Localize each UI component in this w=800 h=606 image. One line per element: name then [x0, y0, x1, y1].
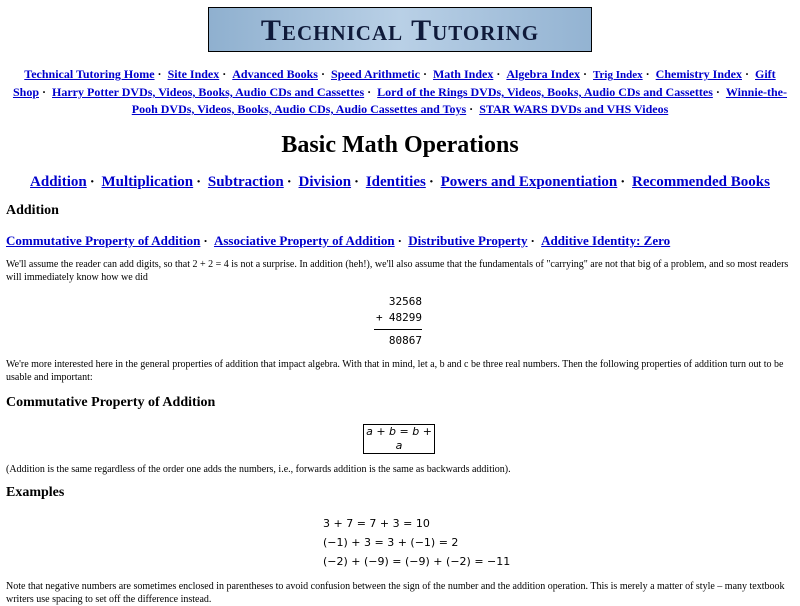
banner-container — [0, 0, 800, 52]
nav-separator: · — [428, 174, 434, 190]
examples-list — [323, 514, 800, 571]
section-link-multiplication[interactable]: Multiplication — [101, 174, 194, 190]
banner-title: Technical Tutoring — [260, 14, 540, 47]
nav-link-algebra-index[interactable]: Algebra Index — [506, 67, 581, 81]
section-link-powers[interactable]: Powers and Exponentiation — [440, 174, 618, 190]
nav-link-winnie-the-pooh[interactable]: Winnie-the-Pooh DVDs, Videos, Books, Audio CDs, Audio Cassettes and Toys — [131, 85, 788, 116]
nav-separator: · — [715, 85, 720, 99]
addition-heading: Addition — [6, 203, 59, 218]
nav-separator: · — [286, 174, 292, 190]
sum-second-number: 48299 — [388, 311, 422, 324]
commutative-note: (Addition is the same regardless of the order one adds the numbers, i.e., forwards addition is the same as backwards addition). — [6, 464, 511, 475]
example-line: 3 + 7 = 7 + 3 = 10 — [323, 517, 430, 530]
sublink-distributive[interactable]: Distributive Property — [408, 233, 528, 248]
page-title: Basic Math Operations — [281, 132, 519, 158]
nav-link-star-wars[interactable]: STAR WARS DVDs and VHS Videos — [479, 102, 669, 116]
nav-link-gift-shop[interactable]: Gift Shop — [12, 67, 776, 99]
nav-separator: · — [745, 67, 750, 81]
nav-separator: · — [583, 67, 588, 81]
commutative-heading: Commutative Property of Addition — [6, 395, 216, 410]
column-addition-example — [376, 294, 422, 349]
nav-link-math-index[interactable]: Math Index — [432, 67, 494, 81]
nav-link-advanced-books[interactable]: Advanced Books — [232, 67, 318, 81]
addition-intro-paragraph: We'll assume the reader can add digits, so that 2 + 2 = 4 is not a surprise. In addition (heh!), we'll also assume that the fundamentals of "carrying" are not that big of a problem, and so most readers will immediately know how we did — [6, 259, 789, 283]
nav-separator: · — [397, 233, 402, 248]
nav-separator: · — [203, 233, 208, 248]
plus-sign: + — [376, 311, 383, 324]
properties-intro-paragraph: We're more interested here in the general properties of addition that impact algebra. With that in mind, let a, b and c be three real numbers. Then the following properties of addition turn out to be usable and important: — [6, 359, 784, 383]
section-link-division[interactable]: Division — [298, 174, 352, 190]
nav-separator: · — [496, 67, 501, 81]
nav-separator: · — [320, 67, 325, 81]
examples-heading: Examples — [6, 485, 65, 500]
nav-separator: · — [469, 102, 474, 116]
nav-separator: · — [42, 85, 47, 99]
nav-separator: · — [530, 233, 535, 248]
nav-separator: · — [620, 174, 626, 190]
sublink-commutative[interactable]: Commutative Property of Addition — [6, 233, 201, 248]
nav-separator: · — [645, 67, 650, 81]
sum-first-number: 32568 — [388, 295, 422, 308]
sum-second-row — [376, 310, 422, 326]
sublink-associative[interactable]: Associative Property of Addition — [213, 233, 395, 248]
nav-separator: · — [89, 174, 95, 190]
example-line: (−2) + (−9) = (−9) + (−2) = −11 — [323, 555, 511, 568]
nav-separator: · — [422, 67, 427, 81]
section-link-recommended-books[interactable]: Recommended Books — [632, 174, 770, 190]
nav-link-chemistry-index[interactable]: Chemistry Index — [655, 67, 742, 81]
sum-result: 80867 — [388, 334, 422, 347]
nav-link-speed-arithmetic[interactable]: Speed Arithmetic — [330, 67, 420, 81]
sum-divider-line — [374, 329, 422, 330]
addition-subnavigation — [6, 232, 794, 249]
section-link-addition[interactable]: Addition — [30, 174, 87, 190]
nav-link-site-index[interactable]: Site Index — [167, 67, 220, 81]
nav-separator: · — [222, 67, 227, 81]
example-line: (−1) + 3 = 3 + (−1) = 2 — [323, 536, 459, 549]
nav-separator: · — [354, 174, 360, 190]
negative-numbers-note: Note that negative numbers are sometimes enclosed in parentheses to avoid confusion between the sign of the number and the addition operation. This is merely a matter of style – many textbook writers use spacing to set off the difference instead. — [6, 581, 785, 605]
nav-link-home[interactable]: Technical Tutoring Home — [24, 67, 155, 81]
section-link-subtraction[interactable]: Subtraction — [207, 174, 284, 190]
nav-separator: · — [196, 174, 202, 190]
section-link-identities[interactable]: Identities — [365, 174, 426, 190]
top-navigation — [6, 66, 794, 118]
nav-link-lord-of-the-rings[interactable]: Lord of the Rings DVDs, Videos, Books, Audio CDs and Cassettes — [377, 85, 713, 99]
site-banner-logo[interactable] — [208, 7, 592, 52]
nav-separator: · — [157, 67, 162, 81]
nav-link-harry-potter[interactable]: Harry Potter DVDs, Videos, Books, Audio CDs and Cassettes — [52, 85, 365, 99]
nav-link-trig-index[interactable]: Trig Index — [593, 69, 643, 81]
commutative-formula-box: a + b = b + a — [363, 424, 435, 454]
nav-separator: · — [367, 85, 372, 99]
section-navigation — [0, 172, 800, 192]
sublink-additive-identity[interactable]: Additive Identity: Zero — [541, 233, 671, 248]
